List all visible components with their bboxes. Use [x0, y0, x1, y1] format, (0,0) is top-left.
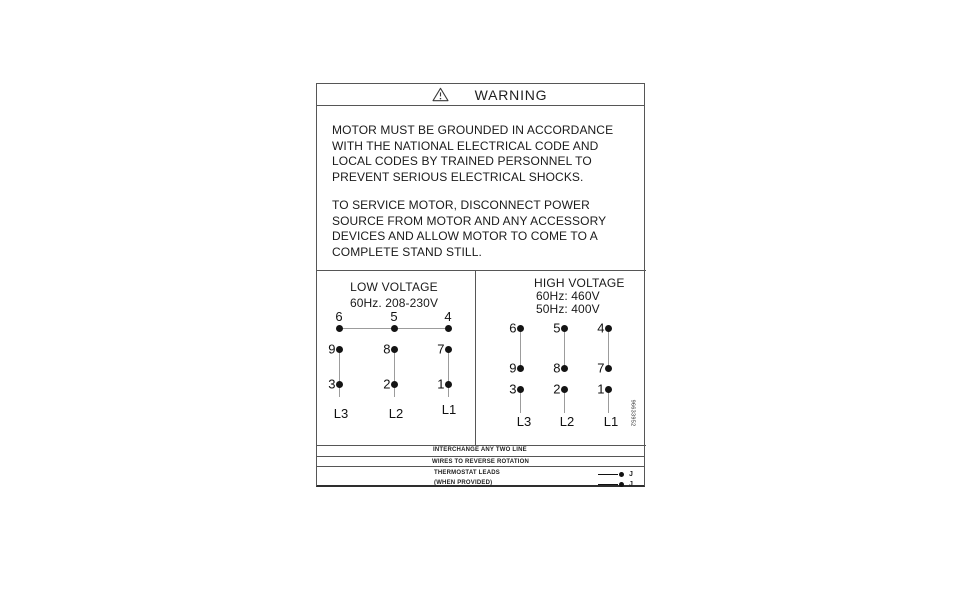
high-voltage-subtitle-60hz: 60Hz: 460V [536, 289, 600, 303]
footer-text: INTERCHANGE ANY TWO LINE [433, 447, 527, 453]
terminal-dot [517, 365, 524, 372]
lead-dot [619, 472, 625, 478]
low-voltage-title: LOW VOLTAGE [350, 280, 438, 294]
wire-segment [564, 328, 565, 368]
terminal-number: 4 [444, 309, 452, 324]
terminal-dot [336, 346, 343, 353]
footer-row-interchange [317, 444, 644, 457]
terminal-dot [391, 346, 398, 353]
terminal-number: 2 [553, 381, 561, 397]
warning-title: WARNING [474, 86, 548, 103]
wire-segment [564, 389, 565, 413]
lead-dot [619, 482, 625, 488]
terminal-number: 5 [390, 309, 398, 324]
text-line: COMPLETE STAND STILL. [332, 244, 482, 259]
wire-segment [520, 328, 521, 368]
terminal-number: 4 [597, 320, 605, 336]
wire-segment [608, 328, 609, 368]
terminal-dot [605, 386, 612, 393]
terminal-number: 3 [328, 376, 336, 392]
when-provided-text: (WHEN PROVIDED) [434, 480, 493, 486]
text-line: SOURCE FROM MOTOR AND ANY ACCESSORY [332, 213, 607, 228]
paragraph-grounding [332, 123, 644, 185]
part-number: 96633952 [629, 399, 636, 427]
terminal-dot [336, 381, 343, 388]
panel-divider [475, 271, 476, 445]
terminal-dot [605, 365, 612, 372]
thermostat-lead-symbol [598, 471, 633, 478]
terminal-dot [605, 325, 612, 332]
thermostat-lead-symbol [598, 481, 633, 488]
paragraph-service [332, 198, 644, 260]
footer-row-thermostat [317, 468, 644, 488]
lead-wire [598, 484, 618, 486]
terminal-number: 6 [509, 320, 517, 336]
footer-row-reverse-rotation [317, 458, 644, 467]
line-label: L2 [559, 414, 575, 429]
terminal-dot [391, 325, 398, 332]
text-line: MOTOR MUST BE GROUNDED IN ACCORDANCE [332, 123, 614, 137]
high-voltage-subtitle-50hz: 50Hz: 400V [536, 302, 600, 316]
line-label: L2 [388, 406, 404, 421]
warning-triangle-icon [432, 87, 449, 102]
terminal-number: 1 [437, 376, 445, 392]
terminal-dot [445, 325, 452, 332]
terminal-number: 6 [335, 309, 343, 324]
terminal-number: 7 [597, 360, 605, 376]
wire-segment [608, 389, 609, 413]
terminal-number: 3 [509, 381, 517, 397]
terminal-dot [517, 386, 524, 393]
terminal-dot [561, 365, 568, 372]
warning-text-block [317, 107, 644, 260]
wire-segment [339, 349, 340, 397]
terminal-number: 8 [383, 341, 391, 357]
terminal-dot [391, 381, 398, 388]
warning-header [317, 84, 644, 106]
thermostat-leads-text: THERMOSTAT LEADS [434, 470, 500, 476]
lead-label: J [629, 481, 633, 488]
footer-text: WIRES TO REVERSE ROTATION [432, 459, 530, 465]
terminal-dot [336, 325, 343, 332]
terminal-dot [561, 325, 568, 332]
terminal-number: 2 [383, 376, 391, 392]
text-line: TO SERVICE MOTOR, DISCONNECT POWER [332, 198, 590, 212]
wire-segment [394, 349, 395, 397]
terminal-number: 5 [553, 320, 561, 336]
wiring-diagrams-section [317, 270, 646, 446]
terminal-number: 9 [509, 360, 517, 376]
line-label: L3 [516, 414, 532, 429]
terminal-number: 7 [437, 341, 445, 357]
wire-segment [448, 349, 449, 397]
text-line: LOCAL CODES BY TRAINED PERSONNEL TO [332, 154, 592, 168]
text-line: PREVENT SERIOUS ELECTRICAL SHOCKS. [332, 169, 584, 184]
motor-warning-nameplate [316, 83, 645, 487]
line-label: L1 [603, 414, 619, 429]
terminal-number: 9 [328, 341, 336, 357]
terminal-number: 1 [597, 381, 605, 397]
terminal-number: 8 [553, 360, 561, 376]
low-voltage-subtitle: 60Hz. 208-230V [349, 296, 439, 310]
high-voltage-title: HIGH VOLTAGE [534, 276, 625, 290]
terminal-dot [445, 381, 452, 388]
terminal-dot [517, 325, 524, 332]
terminal-dot [445, 346, 452, 353]
line-label: L3 [333, 406, 349, 421]
line-label: L1 [441, 402, 457, 417]
lead-wire [598, 474, 618, 476]
lead-label: J [629, 471, 633, 478]
terminal-dot [561, 386, 568, 393]
wire-segment [520, 389, 521, 413]
text-line: DEVICES AND ALLOW MOTOR TO COME TO A [332, 229, 598, 243]
text-line: WITH THE NATIONAL ELECTRICAL CODE AND [332, 138, 599, 153]
